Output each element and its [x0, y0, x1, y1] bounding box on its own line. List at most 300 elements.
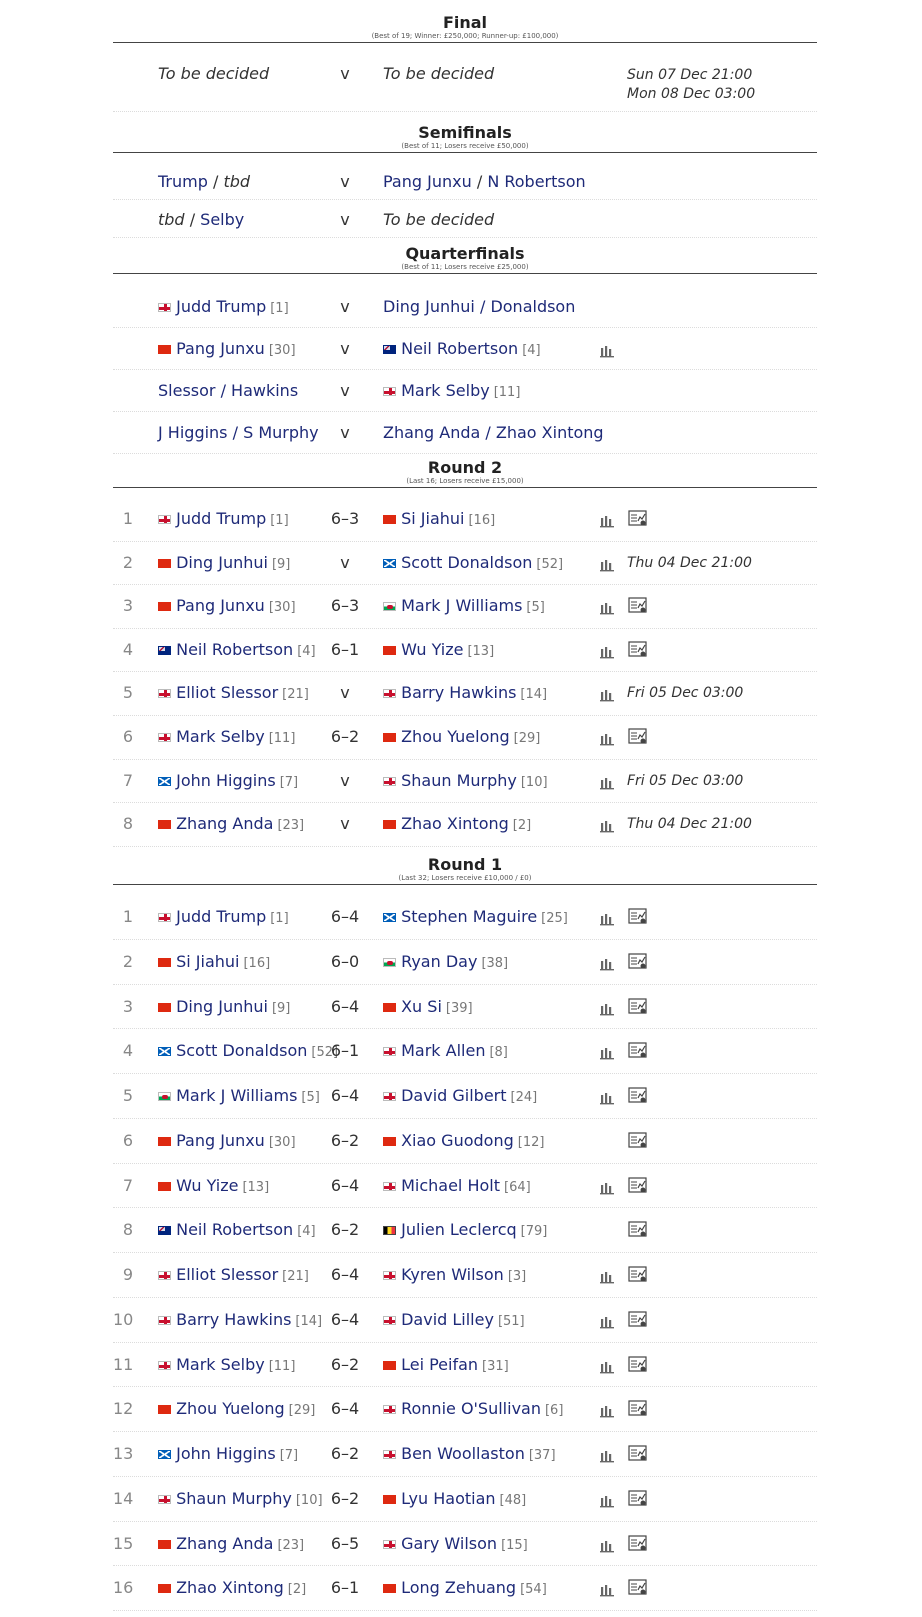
- seed-label: [29]: [513, 731, 541, 746]
- player-one[interactable]: [158, 907, 289, 926]
- semifinal-row: [113, 162, 817, 200]
- frame-scores-icon[interactable]: [628, 1490, 648, 1507]
- stats-icon[interactable]: [600, 1403, 616, 1416]
- semifinal-row: [113, 200, 817, 238]
- seed-label: [11]: [268, 1358, 296, 1374]
- match-row: [113, 542, 817, 586]
- match-row: [113, 1477, 817, 1522]
- player-name[interactable]: Scott Donaldson: [401, 552, 533, 572]
- player-name[interactable]: Ding Junhui: [176, 552, 268, 572]
- player-one[interactable]: [158, 683, 309, 702]
- stats-icon[interactable]: [600, 644, 616, 657]
- chn-flag-icon: [158, 602, 171, 611]
- player-one[interactable]: [158, 727, 295, 746]
- seed-label: [79]: [520, 1224, 548, 1240]
- player-two[interactable]: [383, 1220, 547, 1239]
- player-link[interactable]: N Robertson: [487, 172, 586, 191]
- eng-flag-icon: [383, 1047, 396, 1056]
- semifinals-header: [113, 124, 817, 153]
- match-number: 15: [113, 1533, 134, 1553]
- match-number: 4: [122, 1041, 133, 1061]
- eng-flag-icon: [158, 515, 171, 524]
- match-row: [113, 672, 817, 716]
- player-two[interactable]: [383, 1489, 526, 1508]
- frame-scores-icon[interactable]: [628, 1132, 648, 1149]
- player-name[interactable]: Zhang Anda / Zhao Xintong: [383, 423, 604, 442]
- player-two[interactable]: [383, 814, 531, 833]
- player-name[interactable]: Wu Yize: [401, 639, 464, 659]
- eng-flag-icon: [383, 1182, 396, 1191]
- match-number: 8: [122, 814, 133, 834]
- chn-flag-icon: [383, 820, 396, 829]
- eng-flag-icon: [158, 1361, 171, 1370]
- match-number: 2: [122, 552, 133, 572]
- player-name[interactable]: Ronnie O'Sullivan: [401, 1399, 541, 1419]
- player-two[interactable]: [383, 1534, 528, 1553]
- seed-label: [14]: [295, 1313, 323, 1329]
- stats-icon[interactable]: [600, 1582, 616, 1595]
- chn-flag-icon: [383, 733, 396, 742]
- match-row: [113, 940, 817, 985]
- match-row: [113, 1074, 817, 1119]
- player-one[interactable]: tbd / Selby: [158, 210, 245, 229]
- player-name[interactable]: Ben Woollaston: [401, 1444, 525, 1463]
- match-row: [113, 985, 817, 1030]
- seed-label: [38]: [481, 955, 509, 971]
- frame-scores-icon[interactable]: [628, 641, 648, 658]
- match-time: Thu 04 Dec 21:00: [627, 554, 752, 571]
- player-one[interactable]: [158, 509, 289, 528]
- player-name[interactable]: Zhou Yuelong: [176, 1399, 285, 1419]
- player-one[interactable]: [158, 1578, 306, 1597]
- player-name[interactable]: Zhao Xintong: [176, 1578, 284, 1598]
- player-name[interactable]: Pang Junxu: [176, 596, 265, 616]
- match-number: 1: [122, 509, 133, 528]
- eng-flag-icon: [383, 1540, 396, 1549]
- player-one[interactable]: [158, 1310, 322, 1329]
- eng-flag-icon: [383, 1450, 396, 1459]
- player-one[interactable]: [158, 1399, 315, 1418]
- player-two[interactable]: [383, 1041, 508, 1060]
- stats-icon[interactable]: [600, 600, 616, 613]
- match-row: [113, 1298, 817, 1343]
- frame-scores-icon[interactable]: [628, 1087, 648, 1104]
- stats-icon[interactable]: [600, 687, 616, 700]
- player-one[interactable]: [158, 553, 290, 572]
- section-title: Semifinals: [418, 123, 512, 142]
- player-name[interactable]: Slessor / Hawkins: [158, 381, 299, 400]
- player-two[interactable]: [383, 1355, 509, 1374]
- player-one[interactable]: [158, 297, 289, 316]
- player-two[interactable]: [383, 1176, 531, 1195]
- match-number: 5: [122, 683, 133, 703]
- player-name[interactable]: Si Jiahui: [401, 509, 465, 528]
- eng-flag-icon: [383, 387, 396, 396]
- match-time: Fri 05 Dec 03:00: [627, 772, 744, 789]
- sco-flag-icon: [158, 777, 171, 786]
- player-name[interactable]: Neil Robertson: [401, 339, 519, 358]
- player-name[interactable]: Si Jiahui: [176, 951, 240, 971]
- frame-scores-icon[interactable]: [628, 1266, 648, 1283]
- section-title: Quarterfinals: [405, 244, 525, 263]
- stats-icon[interactable]: [600, 911, 616, 924]
- eng-flag-icon: [383, 1271, 396, 1280]
- match-row: [113, 585, 817, 629]
- player-one[interactable]: [158, 952, 270, 971]
- seed-label: [64]: [504, 1179, 531, 1195]
- player-name[interactable]: Zhao Xintong: [401, 814, 509, 834]
- player-name[interactable]: Mark J Williams: [401, 596, 523, 616]
- frame-scores-icon[interactable]: [628, 1177, 648, 1194]
- chn-flag-icon: [158, 1003, 171, 1012]
- player-name[interactable]: Zhou Yuelong: [401, 727, 510, 746]
- sco-flag-icon: [383, 559, 396, 568]
- match-score: 6–3: [330, 596, 360, 616]
- frame-scores-icon[interactable]: [628, 1221, 648, 1238]
- player-two[interactable]: [383, 381, 520, 400]
- eng-flag-icon: [158, 733, 171, 742]
- player-name[interactable]: John Higgins: [176, 1444, 276, 1463]
- stats-icon[interactable]: [600, 1269, 616, 1282]
- player-name[interactable]: J Higgins / S Murphy: [158, 423, 319, 442]
- player-two[interactable]: [383, 1444, 556, 1463]
- frame-scores-icon[interactable]: [628, 998, 648, 1015]
- chn-flag-icon: [158, 820, 171, 829]
- seed-label: [16]: [468, 513, 496, 528]
- player-link[interactable]: Pang Junxu: [383, 172, 472, 191]
- match-number: 13: [113, 1444, 134, 1463]
- player-one[interactable]: [158, 1355, 295, 1374]
- frame-scores-icon[interactable]: [628, 1579, 648, 1596]
- player-one[interactable]: [158, 1220, 316, 1239]
- seed-label: [4]: [297, 643, 316, 659]
- sco-flag-icon: [158, 1047, 171, 1056]
- stats-icon[interactable]: [600, 1538, 616, 1551]
- player-two[interactable]: [383, 683, 547, 702]
- player-two[interactable]: [383, 339, 541, 358]
- match-score: v: [340, 64, 350, 83]
- seed-label: [3]: [507, 1269, 527, 1284]
- player-name[interactable]: Judd Trump: [176, 907, 267, 926]
- player-one[interactable]: [158, 640, 316, 659]
- seed-label: [30]: [268, 343, 296, 358]
- player-two[interactable]: [383, 907, 568, 926]
- player-two[interactable]: [383, 553, 563, 572]
- chn-flag-icon: [158, 1405, 171, 1414]
- player-name[interactable]: Elliot Slessor: [176, 1265, 279, 1284]
- frame-scores-icon[interactable]: [628, 1535, 648, 1552]
- match-score: 6–2: [330, 1354, 360, 1374]
- match-score: v: [340, 552, 350, 572]
- section-subtitle: (Best of 19; Winner: £250,000; Runner-up: £100,000): [371, 32, 559, 40]
- seed-label: [1]: [270, 513, 289, 528]
- seed-label: [48]: [499, 1492, 527, 1508]
- player-name[interactable]: David Lilley: [401, 1309, 494, 1329]
- match-score: v: [340, 770, 350, 790]
- stats-icon[interactable]: [600, 1045, 616, 1058]
- seed-label: [1]: [270, 911, 289, 926]
- player-name[interactable]: Kyren Wilson: [401, 1265, 504, 1284]
- seed-label: [15]: [501, 1537, 528, 1553]
- seed-label: [39]: [445, 1000, 473, 1016]
- match-number: 8: [122, 1220, 133, 1240]
- chn-flag-icon: [158, 345, 171, 354]
- frame-scores-icon[interactable]: [628, 953, 648, 970]
- match-row: [113, 1119, 817, 1164]
- match-row: [113, 370, 817, 412]
- player-one[interactable]: [158, 1086, 320, 1105]
- stats-icon[interactable]: [600, 513, 616, 526]
- frame-scores-icon[interactable]: [628, 908, 648, 925]
- stats-icon[interactable]: [600, 731, 616, 744]
- player-name[interactable]: Shaun Murphy: [401, 770, 517, 790]
- sco-flag-icon: [383, 913, 396, 922]
- match-score: 6–3: [330, 509, 360, 528]
- chn-flag-icon: [383, 1584, 396, 1593]
- frame-scores-icon[interactable]: [628, 1445, 648, 1462]
- stats-icon[interactable]: [600, 1314, 616, 1327]
- match-number: 1: [122, 907, 133, 926]
- player-one[interactable]: [158, 1489, 323, 1508]
- player-name[interactable]: Ding Junhui: [176, 996, 268, 1016]
- player-one[interactable]: [158, 339, 296, 358]
- player-name[interactable]: Long Zehuang: [401, 1578, 517, 1598]
- seed-label: [11]: [493, 385, 521, 400]
- aus-flag-icon: [158, 646, 171, 655]
- player-name[interactable]: Xiao Guodong: [401, 1130, 514, 1150]
- player-name[interactable]: Elliot Slessor: [176, 683, 279, 703]
- player-name[interactable]: Neil Robertson: [176, 1220, 294, 1240]
- match-time: Sun 07 Dec 21:00: [627, 67, 753, 83]
- stats-icon[interactable]: [600, 1001, 616, 1014]
- seed-label: [29]: [288, 1403, 316, 1419]
- player-one[interactable]: [158, 1265, 309, 1284]
- player-name[interactable]: Barry Hawkins: [401, 683, 517, 703]
- match-score: v: [340, 683, 350, 703]
- frame-scores-icon[interactable]: [628, 597, 648, 614]
- player-two[interactable]: [383, 1131, 544, 1150]
- stats-icon[interactable]: [600, 956, 616, 969]
- match-row: [113, 1208, 817, 1253]
- seed-label: [4]: [297, 1224, 316, 1240]
- match-number: 6: [122, 1130, 133, 1150]
- player-two[interactable]: [383, 509, 495, 528]
- match-row: [113, 895, 817, 940]
- player-name[interactable]: Zhang Anda: [176, 1533, 274, 1553]
- match-number: 3: [122, 596, 133, 616]
- match-time: Mon 08 Dec 03:00: [627, 86, 756, 102]
- stats-icon[interactable]: [600, 1180, 616, 1193]
- match-number: 5: [122, 1086, 133, 1105]
- stats-icon[interactable]: [600, 1448, 616, 1461]
- player-name[interactable]: Mark J Williams: [176, 1086, 298, 1105]
- seed-label: [12]: [517, 1134, 545, 1150]
- player-name[interactable]: Wu Yize: [176, 1175, 239, 1195]
- stats-icon[interactable]: [600, 1359, 616, 1372]
- quarterfinals-header: [113, 245, 817, 274]
- player-name[interactable]: Shaun Murphy: [176, 1488, 292, 1508]
- frame-scores-icon[interactable]: [628, 510, 648, 527]
- bel-flag-icon: [383, 1226, 396, 1235]
- chn-flag-icon: [383, 1003, 396, 1012]
- player-name[interactable]: Mark Selby: [176, 727, 265, 746]
- section-title: Final: [442, 13, 488, 32]
- frame-scores-icon[interactable]: [628, 1042, 648, 1059]
- stats-icon[interactable]: [600, 557, 616, 570]
- chn-flag-icon: [158, 1137, 171, 1146]
- player-name[interactable]: Ryan Day: [401, 951, 478, 971]
- player-two[interactable]: Pang Junxu / N Robertson: [383, 172, 586, 191]
- player-link[interactable]: Trump: [158, 172, 208, 191]
- match-number: 10: [113, 1309, 134, 1329]
- frame-scores-icon[interactable]: [628, 1400, 648, 1417]
- match-score: 6–4: [330, 1175, 360, 1195]
- seed-label: [2]: [287, 1582, 307, 1598]
- player-name[interactable]: Gary Wilson: [401, 1533, 498, 1553]
- eng-flag-icon: [383, 689, 396, 698]
- player-two[interactable]: [383, 1399, 563, 1418]
- player-one[interactable]: [158, 771, 298, 790]
- player-name[interactable]: Pang Junxu: [176, 1130, 265, 1150]
- player-two[interactable]: [383, 596, 545, 615]
- player-one[interactable]: [158, 1444, 298, 1463]
- match-score: v: [340, 339, 350, 358]
- match-row: [113, 1522, 817, 1567]
- match-score: 6–2: [330, 1220, 360, 1240]
- player-two[interactable]: [383, 997, 473, 1016]
- match-number: 4: [122, 639, 133, 659]
- match-row: [113, 286, 817, 328]
- player-one[interactable]: Trump / tbd: [158, 172, 251, 191]
- match-score: v: [340, 381, 350, 400]
- seed-label: [10]: [295, 1492, 323, 1508]
- wal-flag-icon: [383, 602, 396, 611]
- tbd-label: tbd: [158, 210, 185, 229]
- player-two[interactable]: [383, 1265, 526, 1284]
- frame-scores-icon[interactable]: [628, 1311, 648, 1328]
- chn-flag-icon: [158, 1540, 171, 1549]
- match-number: 6: [122, 727, 133, 746]
- player-two[interactable]: [383, 423, 604, 442]
- match-number: 3: [122, 996, 133, 1016]
- seed-label: [31]: [482, 1358, 509, 1374]
- player-one[interactable]: [158, 1534, 304, 1553]
- chn-flag-icon: [383, 1495, 396, 1504]
- player-two[interactable]: [383, 1310, 525, 1329]
- seed-label: [13]: [467, 643, 495, 659]
- player-two[interactable]: [383, 1086, 537, 1105]
- player-name[interactable]: Mark Selby: [401, 381, 490, 400]
- stats-icon[interactable]: [600, 343, 616, 356]
- player-name[interactable]: Zhang Anda: [176, 814, 274, 834]
- match-score: 6–4: [330, 907, 360, 926]
- match-row: [113, 1253, 817, 1298]
- player-name[interactable]: Ding Junhui / Donaldson: [383, 297, 576, 316]
- seed-label: [2]: [512, 818, 532, 834]
- stats-icon[interactable]: [600, 775, 616, 788]
- seed-label: [13]: [242, 1179, 270, 1195]
- player-one[interactable]: [158, 381, 298, 400]
- match-time: Fri 05 Dec 03:00: [627, 685, 744, 702]
- player-name[interactable]: Pang Junxu: [176, 339, 265, 358]
- player-name[interactable]: Stephen Maguire: [401, 907, 538, 926]
- player-name[interactable]: Lei Peifan: [401, 1354, 479, 1374]
- chn-flag-icon: [383, 1361, 396, 1370]
- final-match-row: [113, 54, 817, 112]
- player-name[interactable]: Judd Trump: [176, 509, 267, 528]
- player-name[interactable]: Julien Leclercq: [401, 1220, 517, 1240]
- player-two[interactable]: [383, 297, 575, 316]
- match-number: 16: [113, 1578, 134, 1598]
- player-two[interactable]: [383, 1578, 547, 1597]
- match-number: 2: [122, 951, 133, 971]
- player-link[interactable]: Selby: [200, 210, 245, 229]
- player-name[interactable]: Lyu Haotian: [401, 1488, 496, 1508]
- wal-flag-icon: [383, 958, 396, 967]
- player-one[interactable]: [158, 1131, 296, 1150]
- player-one[interactable]: [158, 997, 290, 1016]
- match-row: [113, 412, 817, 454]
- match-score: v: [340, 423, 350, 442]
- match-row: [113, 629, 817, 673]
- seed-label: [1]: [270, 301, 289, 316]
- seed-label: [5]: [301, 1090, 320, 1105]
- player-one[interactable]: [158, 596, 296, 615]
- stats-icon[interactable]: [600, 818, 616, 831]
- chn-flag-icon: [158, 1182, 171, 1191]
- player-name[interactable]: Neil Robertson: [176, 639, 294, 659]
- section-subtitle: (Last 32; Losers receive £10,000 / £0): [398, 874, 532, 882]
- match-row: [113, 1387, 817, 1432]
- stats-icon[interactable]: [600, 1493, 616, 1506]
- player-name[interactable]: Michael Holt: [401, 1175, 500, 1195]
- frame-scores-icon[interactable]: [628, 728, 648, 745]
- player-two[interactable]: [383, 952, 508, 971]
- player-name[interactable]: David Gilbert: [401, 1086, 507, 1105]
- eng-flag-icon: [158, 1495, 171, 1504]
- player-name[interactable]: Mark Selby: [176, 1354, 265, 1374]
- stats-icon[interactable]: [600, 1090, 616, 1103]
- match-score: 6–1: [330, 1041, 360, 1061]
- seed-label: [21]: [282, 687, 309, 703]
- match-score: v: [340, 172, 350, 191]
- player-two[interactable]: [383, 640, 494, 659]
- player-one[interactable]: [158, 423, 319, 442]
- player-name[interactable]: Xu Si: [401, 996, 442, 1016]
- seed-label: [54]: [520, 1582, 547, 1598]
- player-one[interactable]: [158, 1176, 269, 1195]
- player-one[interactable]: [158, 1041, 338, 1060]
- player-name[interactable]: Barry Hawkins: [176, 1309, 292, 1329]
- player-one[interactable]: [158, 814, 304, 833]
- chn-flag-icon: [383, 1137, 396, 1146]
- player-name[interactable]: Scott Donaldson: [176, 1041, 308, 1061]
- player-two[interactable]: [383, 771, 548, 790]
- seed-label: [52]: [311, 1045, 339, 1061]
- player-name[interactable]: Judd Trump: [176, 297, 267, 316]
- eng-flag-icon: [383, 1092, 396, 1101]
- match-row: [113, 498, 817, 542]
- seed-label: [6]: [544, 1403, 564, 1419]
- chn-flag-icon: [158, 559, 171, 568]
- player-name[interactable]: Mark Allen: [401, 1041, 486, 1061]
- seed-label: [7]: [279, 1448, 299, 1463]
- player-name[interactable]: John Higgins: [176, 770, 276, 790]
- frame-scores-icon[interactable]: [628, 1356, 648, 1373]
- player-two[interactable]: [383, 727, 540, 746]
- player-one: To be decided: [158, 64, 270, 83]
- player-two: To be decided: [383, 64, 495, 83]
